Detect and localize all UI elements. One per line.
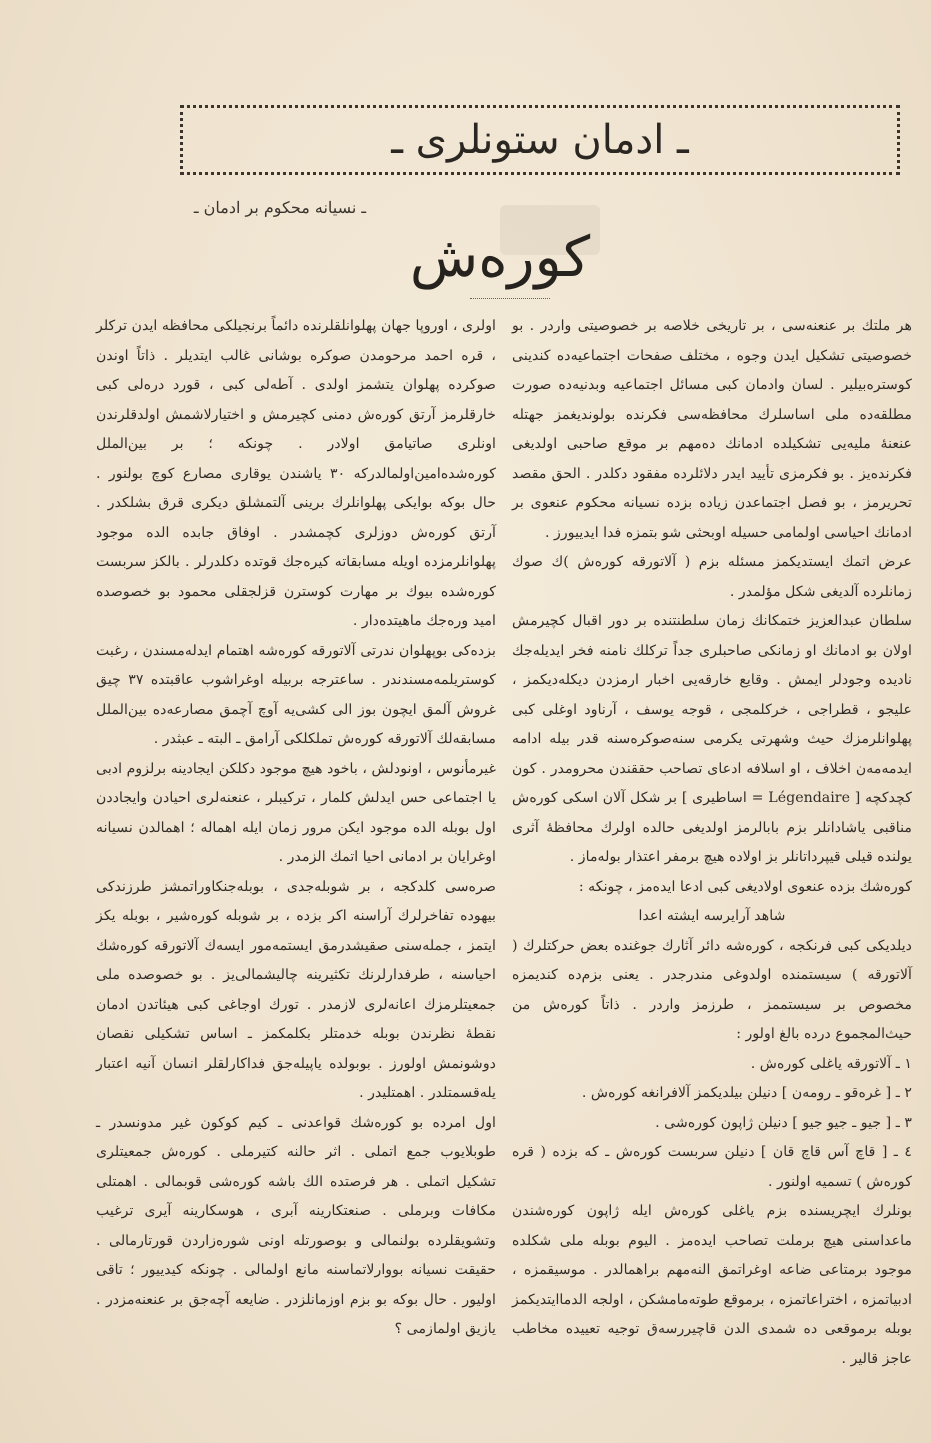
- verse-line: شاهد آرایرسه ایشته اعدا: [638, 908, 786, 924]
- section-header-box: [180, 105, 900, 175]
- list-item: ٤ ـ [ قاچ آس قاچ قان ] دنیلن سربست کورەش ـ که بزده ( قره کورەش ) تسمیه اولنور .: [512, 1144, 912, 1190]
- left-column: [96, 312, 496, 1345]
- paragraph: کورەشك بزده عنعوی اولادیغی کبی ادعا ایده‌مز ، چونکه :: [578, 878, 912, 895]
- paragraph: بونلرك ایچریسنده بزم یاغلی کورەش ایله ژاپون کورەشندن ماعداسنی هیچ برملت تصاحب ایده‌مز . الیوم بوبله ملی شکلده موجود برمتاعی ضاعه اوغراتمق النه‌مهم براهمالدر . موسیقمزه ، ادبیاتمزه ، اختراعاتمزه ، برموقع طوته‌مامشکن ، اولجه الدماایتدیکمز بوبله برموقعی ده شمدی الدن قاچیررسه‌ق توجیه تعییده مخاطب عاجز قالیر .: [512, 1203, 912, 1367]
- paragraph: غیرمأنوس ، اونودلش ، باخود هیچ موجود دکلکن ایجادینه برلزوم ادبی یا اجتماعی حس ایدلش کلمار ، ترکیبلر ، عنعنه‌لری احیادن وایجاددن اول بوبله الده موجود ایکن مرور زمان ایله اهماله ؛ اهمالدن نسیانه اوغرایان بر ادمانی احیا اتمك الزمدر .: [96, 760, 496, 865]
- paragraph: بزده‌کی بوپهلوان ندرتی آلاتورقه کورەشه اهتمام ایدله‌مسندن ، رغبت کوستریلمه‌مسندندر . ساعترجه بربیله اوغراشوب عاقبتده ۳۷ چیق غروش آلمق ایچون بوز الی کشی‌یه آوچ آچمق مصارعه‌ده بین‌الملل مسابقه‌لك آلاتورقه کورەش تملکلکی آرامق ـ البته ـ عبثدر .: [96, 642, 496, 747]
- title-divider: [470, 298, 550, 300]
- section-header-title: ـ ادمان ستونلری ـ: [391, 117, 689, 163]
- right-column: [512, 312, 912, 1374]
- paragraph: عرض اتمك ایستدیکمز مسئله بزم ( آلاتورقه کورەش )ك صوك زمانلرده آلدیغی شکل مؤلمدر .: [512, 554, 912, 600]
- article-subtitle: ـ نسیانه محکوم بر ادمان ـ: [193, 198, 367, 217]
- list-item: ٢ ـ [ غره‌قو ـ رومه‌ن ] دنیلن بیلدیکمز آلافرانغه کورەش .: [581, 1085, 912, 1101]
- paragraph: صره‌سی کلدکجه ، بر شوبله‌جدی ، بوبله‌جنکاوراتمشز طرزندکی بیهوده تفاخرلرك آراسنه اکر بزده ، بر شوبله کوره‌شیر ، بوبله یکز ایتمز ، جمله‌سنی صقیشدرمق ایستمه‌مور ایسه‌ك آلاتورقه کورەشك احیاسنه ، طرفدارلرنك تکثیرینه چالیشمالی‌یز . بو خصوصده ملی جمعیتلرمزك اعانه‌لری لازمدر . تورك اوجاغی کبی هیئاتدن ادمان نقطهٔ نظرندن بوبله خدمتلر بکلمکمز ـ اساس تشکیلی نقصان دوشونمش اولورز . بوبولده یاپیله‌جق فداکارلقلر انسان آنیه اعتبار یله‌قسمتلدر . اهمتلیدر .: [96, 878, 496, 1101]
- paragraph: اول امرده بو کورەشك قواعدنی ـ کیم کوکون غیر مدونسدر ـ طوبلایوب جمع اتملی . اثر حالنه کتیرملی . کورەش جمعیتلری تشکیل اتملی . هر فرصتده الك باشه کوره‌شی قوبمالی . اهمتلی مکافات وبرملی . صنعتکارینه آبری ، هوسکارینه آیری ترغیب وتشویقلرده بولنمالی و بوصورتله اونی شورەزاردن قورتارمالی . حقیقت نسیانه بووارلاتماسنه مانع اولمالی . چونکه کیدییور ؛ تاقی اولیور . حال بوکه بو بزم اوزمانلزدر . ضایعه آچه‌جق بر عنعنه‌مزدر . یازیق اولمازمی ؟: [96, 1114, 496, 1337]
- article-title: کورەش: [409, 225, 591, 290]
- paragraph: سلطان عبدالعزیز ختمکانك زمان سلطنتنده بر دور اقبال کچیرمش اولان بو ادمانك او زمانکی صاحبلری جداً ترکلك نامنه فخر ایدیله‌جك نادیده وجودلر ایمش . وقایع خارقه‌یی اخبار ارمزدن دیکله‌دیکمز ، علیجو ، قطراجی ، خرکلمجی ، قوجه یوسف ، آرناود اوغلی کبی پهلوانلرمزك حیث وشهرتی یکرمی سنه‌صوکره‌سنه قدر بیله ادامه ایدمه‌مه‌ن اخلاف ، او اسلافه ادعای تصاحب حققندن محرومدر . کون کچدکچه [ Légendaire = اساطیری ] بر شکل آلان اسکی کورەش مناقبی یاشادانلر بزم بابالرمز اولدیغی حالده اولرك محافظهٔ آثری یولنده قیلی قیپرداتانلر بز اولاده هیچ برمفر اعتذار بوله‌ماز .: [512, 613, 912, 865]
- list-item: ١ ـ آلاتورقه یاغلی کورەش .: [750, 1055, 912, 1072]
- paragraph: دیلدیکی کبی فرنکجه ، کورەشه دائر آثارك جوغنده بعض حرکتلرك ( آلاتورقه ) سیستمنده اولدوغی مندرجدر . یعنی بزم‌ده کندیمزه مخصوص بر سیستممز ، طرزمز واردر . ذاتاً کورەش من حیث‌المجموع درده بالغ اولور :: [512, 937, 912, 1042]
- list-item: ٣ ـ [ جیو ـ جیو جیو ] دنیلن ژاپون کورەشی .: [655, 1114, 912, 1131]
- paragraph: اولری ، اوروپا جهان پهلوانلقلرنده دائماً برنجیلکی محافظه ایدن ترکلر ، قره احمد مرحومدن صوکره بوشانی غالب ایتدیلر . ذاتاً اوندن صوکرده پهلوان یتشمز اولدی . آطه‌لی کبی ، قورد دره‌لی کبی خارقلرمز آرتق کورەش دمنی کچیرمش و اختیارلاشمش اولدقلرندن اونلری صاتیامق اولادر . چونکه ؛ بر بین‌الملل کوره‌شده‌امین‌اولمالدرکه ۳۰ یاشندن یوقاری مصارع کوچ بولنور . حال بوکه بوایکی پهلوانلرك برینی آلتمشلق دیکری قرق بشلکدر . آرتق کورەش دوزلری کچمشدر . اوفاق جابده الده موجود پهلوانلرمزده اویله مسابقاته کیره‌جك قوتده دکلدرلر . بالکز سربست کورەشده بیوك بر مهارت کوسترن قزلجقلی محمود بو خصوصده امید وره‌جك ماهیتده‌دار .: [96, 318, 496, 629]
- paragraph: هر ملتك بر عنعنه‌سی ، بر تاریخی خلاصه بر خصوصیتی واردر . بو خصوصیتی تشکیل ایدن وجوه ، مختلف صفحات اجتماعیه‌ده کندینی کوستره‌بیلیر . لسان وادمان کبی مسائل اجتماعیه وبدنیه‌ده صورت مطلقه‌ده ملی اساسلرك محافظه‌سی فکرنده بولوندیغمز جهتله عنعنهٔ ملیه‌یی تشکیلده ادمانك ده‌مهم بر موقع صاحبی اولدیغی فکرنده‌یز . بو فکرمزی تأیید ایدر دلائلرده مفقود دکلدر . الحق مقصد تحریرمز ، بو فصل اجتماعدن زیاده بزده نسیانه محکوم عنعوی بر ادمانك احیاسی اولمامی حسیله اوبحثی شو بتمزه فدا ایدییورز .: [512, 318, 912, 541]
